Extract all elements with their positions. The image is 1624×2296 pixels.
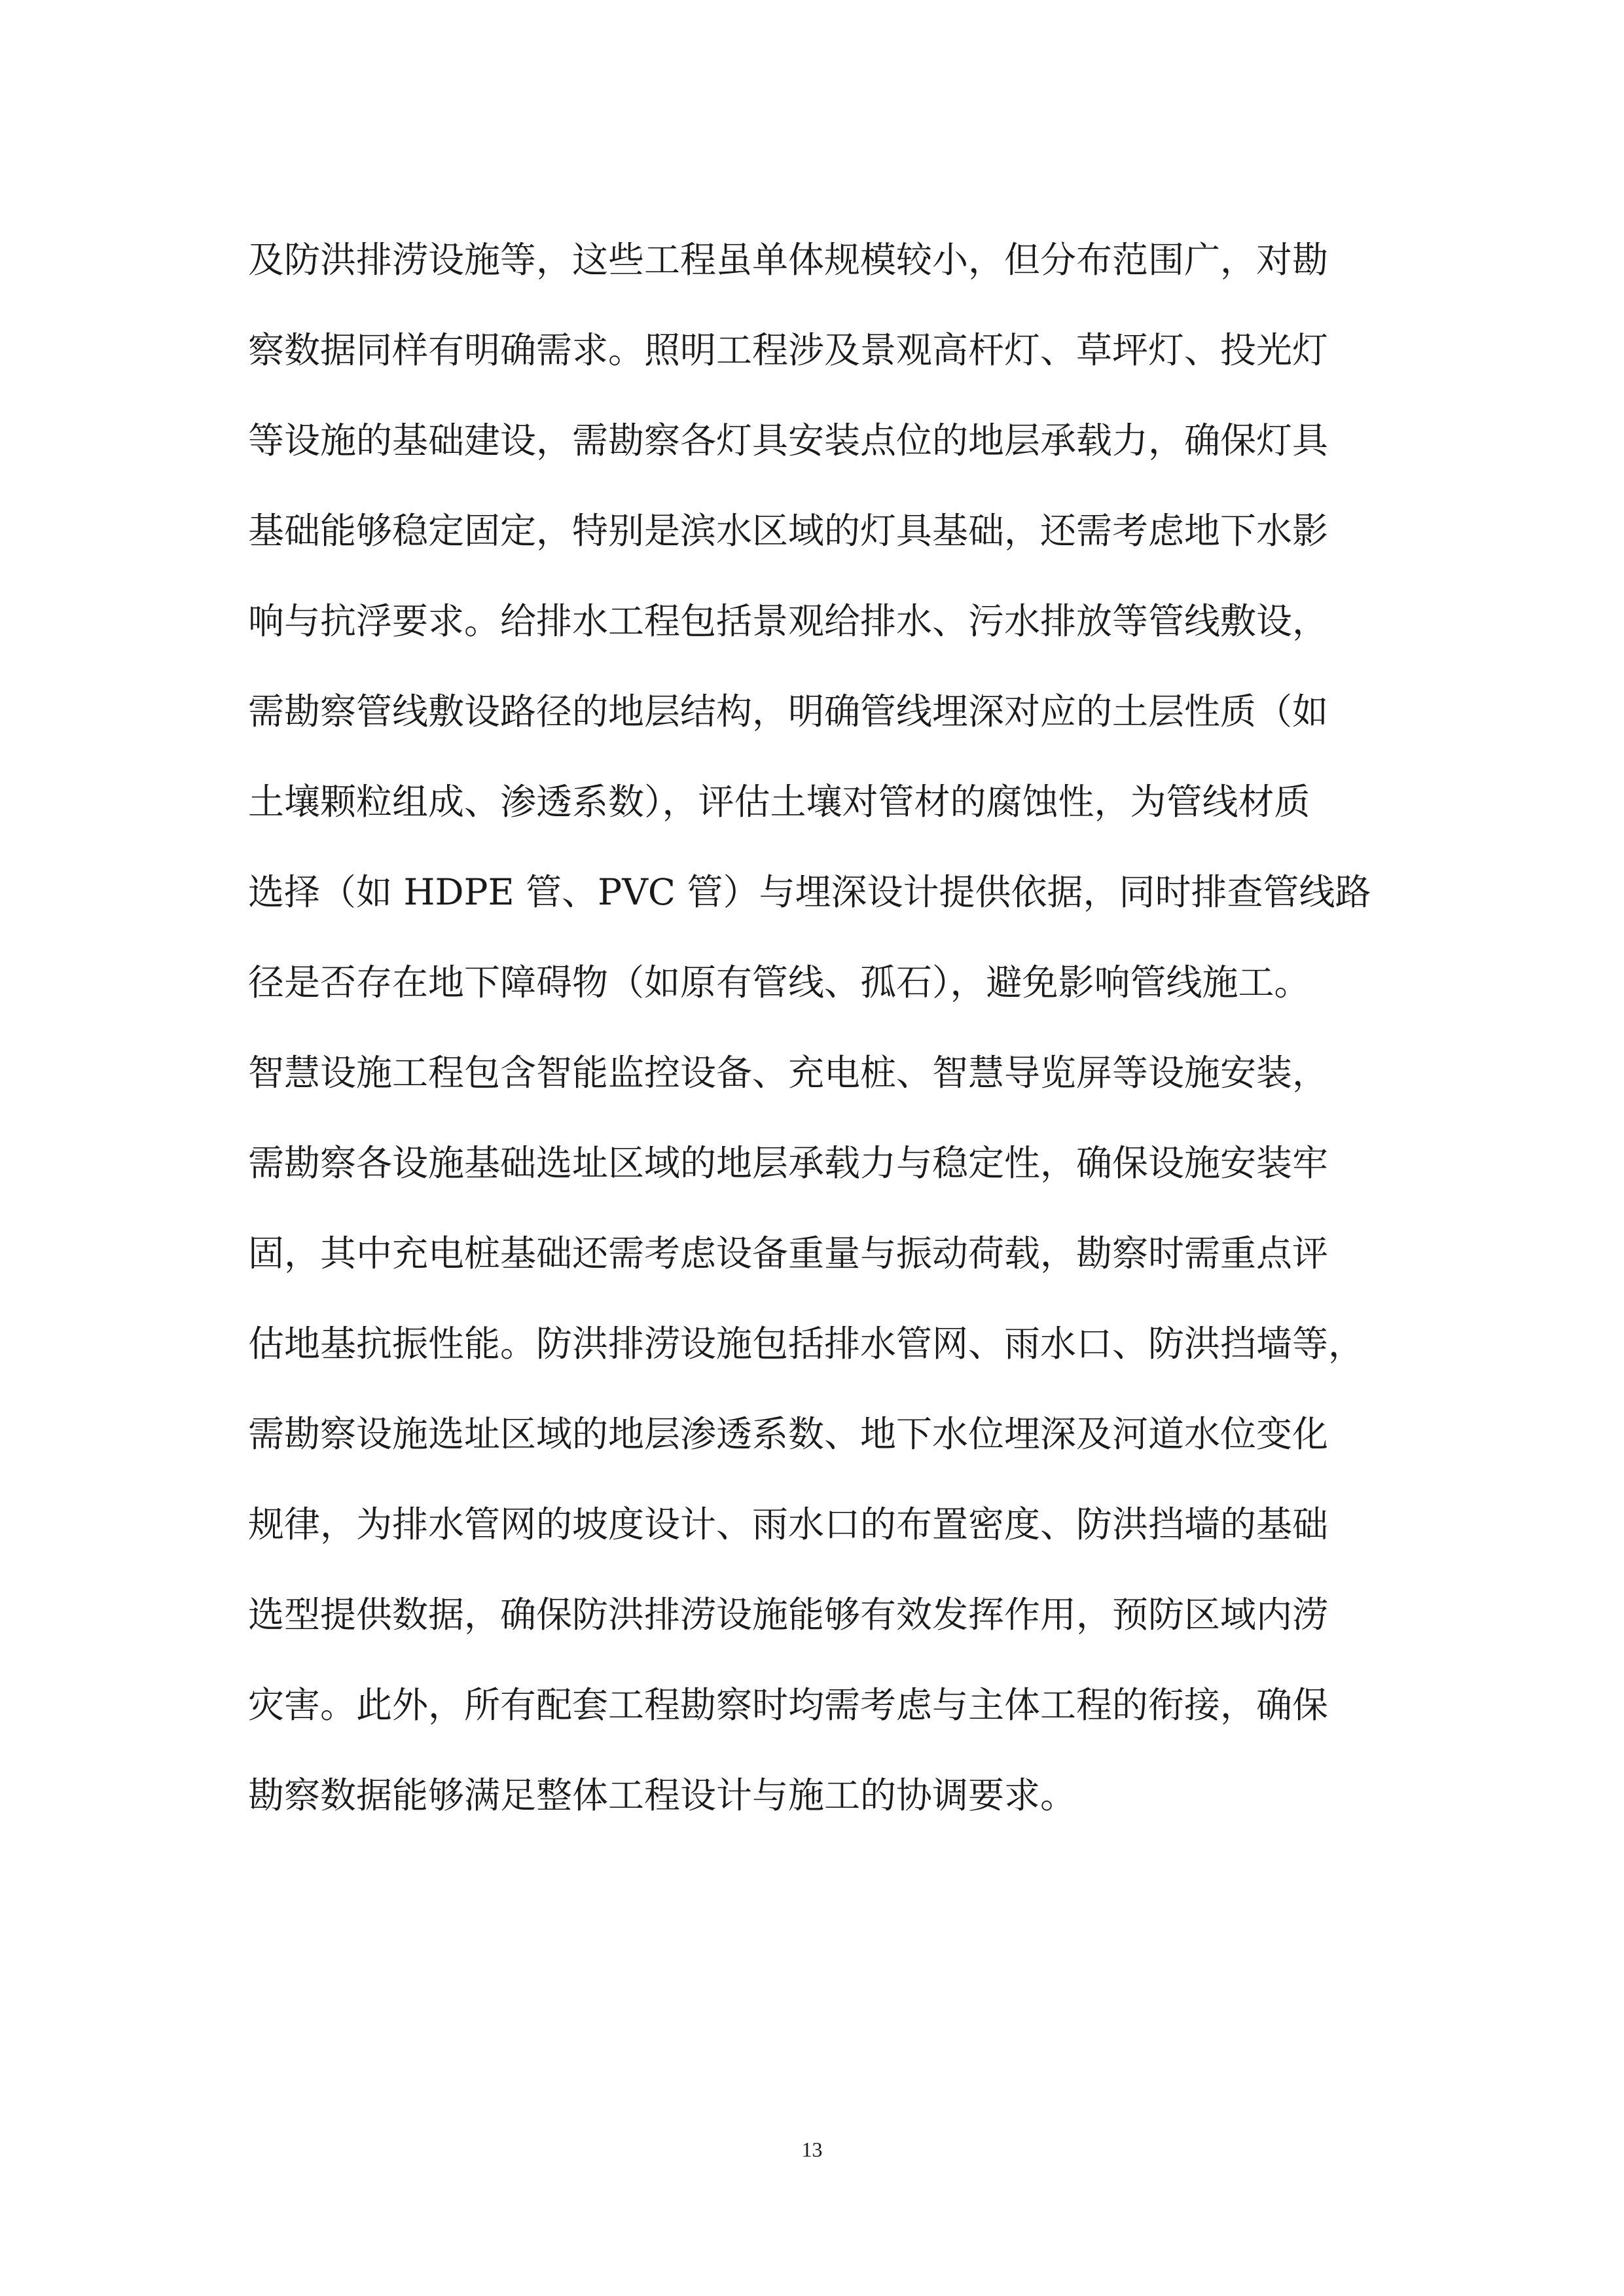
text-line: 估地基抗振性能。防洪排涝设施包括排水管网、雨水口、防洪挡墙等， bbox=[248, 1323, 1365, 1365]
text-line: 及防洪排涝设施等，这些工程虽单体规模较小，但分布范围广，对勘 bbox=[248, 239, 1329, 281]
text-line: 需勘察各设施基础选址区域的地层承载力与稳定性，确保设施安装牢 bbox=[248, 1142, 1329, 1184]
text-line: 需勘察设施选址区域的地层渗透系数、地下水位埋深及河道水位变化 bbox=[248, 1413, 1329, 1455]
page-number: 13 bbox=[801, 2138, 823, 2161]
text-line: 规律，为排水管网的坡度设计、雨水口的布置密度、防洪挡墙的基础 bbox=[248, 1503, 1329, 1545]
text-line: 响与抗浮要求。给排水工程包括景观给排水、污水排放等管线敷设， bbox=[248, 600, 1329, 642]
text-line: 勘察数据能够满足整体工程设计与施工的协调要求。 bbox=[248, 1774, 1077, 1816]
text-line: 土壤颗粒组成、渗透系数），评估土壤对管材的腐蚀性，为管线材质 bbox=[248, 781, 1310, 823]
text-line: 智慧设施工程包含智能监控设备、充电桩、智慧导览屏等设施安装， bbox=[248, 1052, 1329, 1094]
text-line: 灾害。此外，所有配套工程勘察时均需考虑与主体工程的衔接，确保 bbox=[248, 1684, 1329, 1726]
text-line: 固，其中充电桩基础还需考虑设备重量与振动荷载，勘察时需重点评 bbox=[248, 1232, 1329, 1274]
body-paragraph bbox=[248, 215, 1384, 1840]
text-line: 察数据同样有明确需求。照明工程涉及景观高杆灯、草坪灯、投光灯 bbox=[248, 329, 1329, 371]
text-line: 径是否存在地下障碍物（如原有管线、孤石），避免影响管线施工。 bbox=[248, 961, 1310, 1003]
text-line: 等设施的基础建设，需勘察各灯具安装点位的地层承载力，确保灯具 bbox=[248, 420, 1329, 461]
text-line: 需勘察管线敷设路径的地层结构，明确管线埋深对应的土层性质（如 bbox=[248, 691, 1329, 732]
text-line: 选型提供数据，确保防洪排涝设施能够有效发挥作用，预防区域内涝 bbox=[248, 1594, 1329, 1636]
text-line: 基础能够稳定固定，特别是滨水区域的灯具基础，还需考虑地下水影 bbox=[248, 510, 1329, 552]
text-line: 选择（如 HDPE 管、PVC 管）与埋深设计提供依据，同时排查管线路 bbox=[248, 871, 1371, 913]
